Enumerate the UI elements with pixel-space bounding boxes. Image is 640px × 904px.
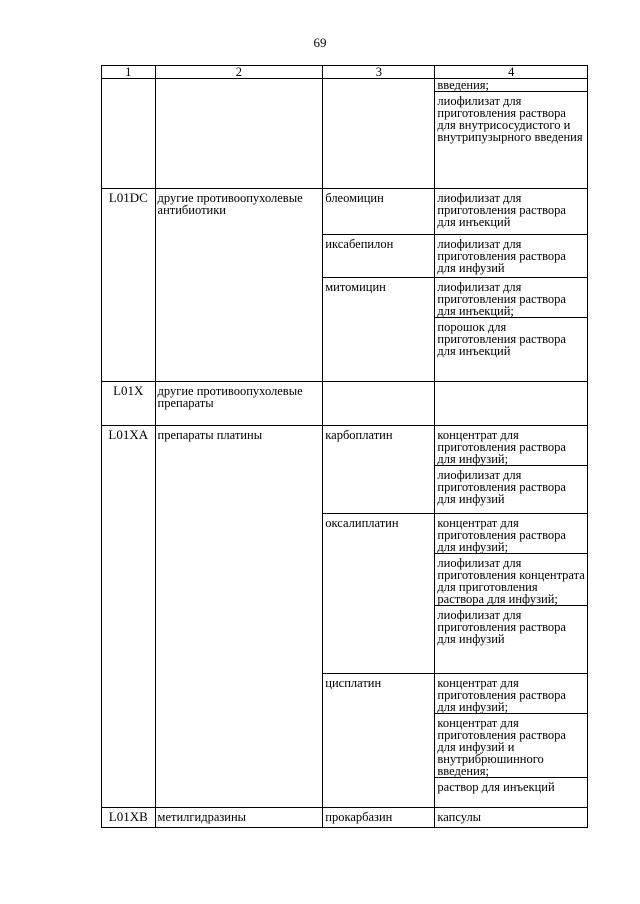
dosage-form: лиофилизат для приготовления раствора для инфузий: [435, 605, 587, 645]
group-cell: препараты платины: [155, 426, 323, 808]
dosage-form: лиофилизат для приготовления раствора для внутрисосудистого и внутрипузырного введения: [435, 91, 587, 143]
dosage-form: введения;: [437, 78, 490, 92]
drug-cell: [323, 79, 435, 189]
dosage-form: лиофилизат для приготовления концентрата для приготовления раствора для инфузий;: [435, 553, 587, 605]
forms-cell: [435, 514, 588, 674]
drug-cell: митомицин: [323, 278, 435, 382]
forms-cell: [435, 278, 588, 382]
atc-code-cell: L01DC: [102, 189, 156, 382]
header-col-2: 2: [155, 66, 323, 79]
dosage-form: лиофилизат для приготовления раствора для инфузий: [437, 237, 566, 275]
header-col-3: 3: [323, 66, 435, 79]
group-cell: [155, 79, 323, 189]
dosage-form: концентрат для приготовления раствора для инфузий и внутрибрюшинного введения;: [435, 713, 587, 777]
drug-cell: [323, 382, 435, 426]
group-cell: другие противоопухолевые препараты: [155, 382, 323, 426]
forms-cell: [435, 674, 588, 808]
atc-code-cell: [102, 79, 156, 189]
forms-cell: [435, 79, 588, 189]
atc-code-cell: L01XA: [102, 426, 156, 808]
forms-cell: [435, 189, 588, 235]
dosage-form: концентрат для приготовления раствора для инфузий;: [437, 676, 566, 714]
drug-cell: блеомицин: [323, 189, 435, 235]
table-header-row: [102, 66, 588, 79]
dosage-form: лиофилизат для приготовления раствора для инъекций;: [437, 280, 566, 318]
dosage-form: порошок для приготовления раствора для инъекций: [435, 317, 587, 357]
table-row: [102, 808, 588, 828]
table-row: [102, 382, 588, 426]
atc-code-cell: L01XB: [102, 808, 156, 828]
table-row: [102, 426, 588, 514]
page-number: 69: [313, 35, 327, 50]
table-row: [102, 189, 588, 235]
header-col-1: 1: [102, 66, 156, 79]
group-cell: другие противоопухолевые антибиотики: [155, 189, 323, 382]
drug-cell: иксабепилон: [323, 235, 435, 278]
drug-cell: карбоплатин: [323, 426, 435, 514]
header-col-4: 4: [435, 66, 588, 79]
drug-table: [101, 65, 588, 828]
dosage-form: концентрат для приготовления раствора для инфузий;: [437, 428, 566, 466]
dosage-form: концентрат для приготовления раствора для инфузий;: [437, 516, 566, 554]
drug-cell: цисплатин: [323, 674, 435, 808]
forms-cell: [435, 808, 588, 828]
forms-cell: [435, 235, 588, 278]
atc-code-cell: L01X: [102, 382, 156, 426]
drug-cell: прокарбазин: [323, 808, 435, 828]
group-cell: метилгидразины: [155, 808, 323, 828]
dosage-form: капсулы: [437, 810, 482, 824]
drug-cell: оксалиплатин: [323, 514, 435, 674]
dosage-form: раствор для инъекций: [435, 777, 587, 793]
forms-cell: [435, 382, 588, 426]
dosage-form: лиофилизат для приготовления раствора для инъекций: [437, 191, 566, 229]
table-row: [102, 79, 588, 189]
dosage-form: лиофилизат для приготовления раствора для инфузий: [435, 465, 587, 505]
forms-cell: [435, 426, 588, 514]
